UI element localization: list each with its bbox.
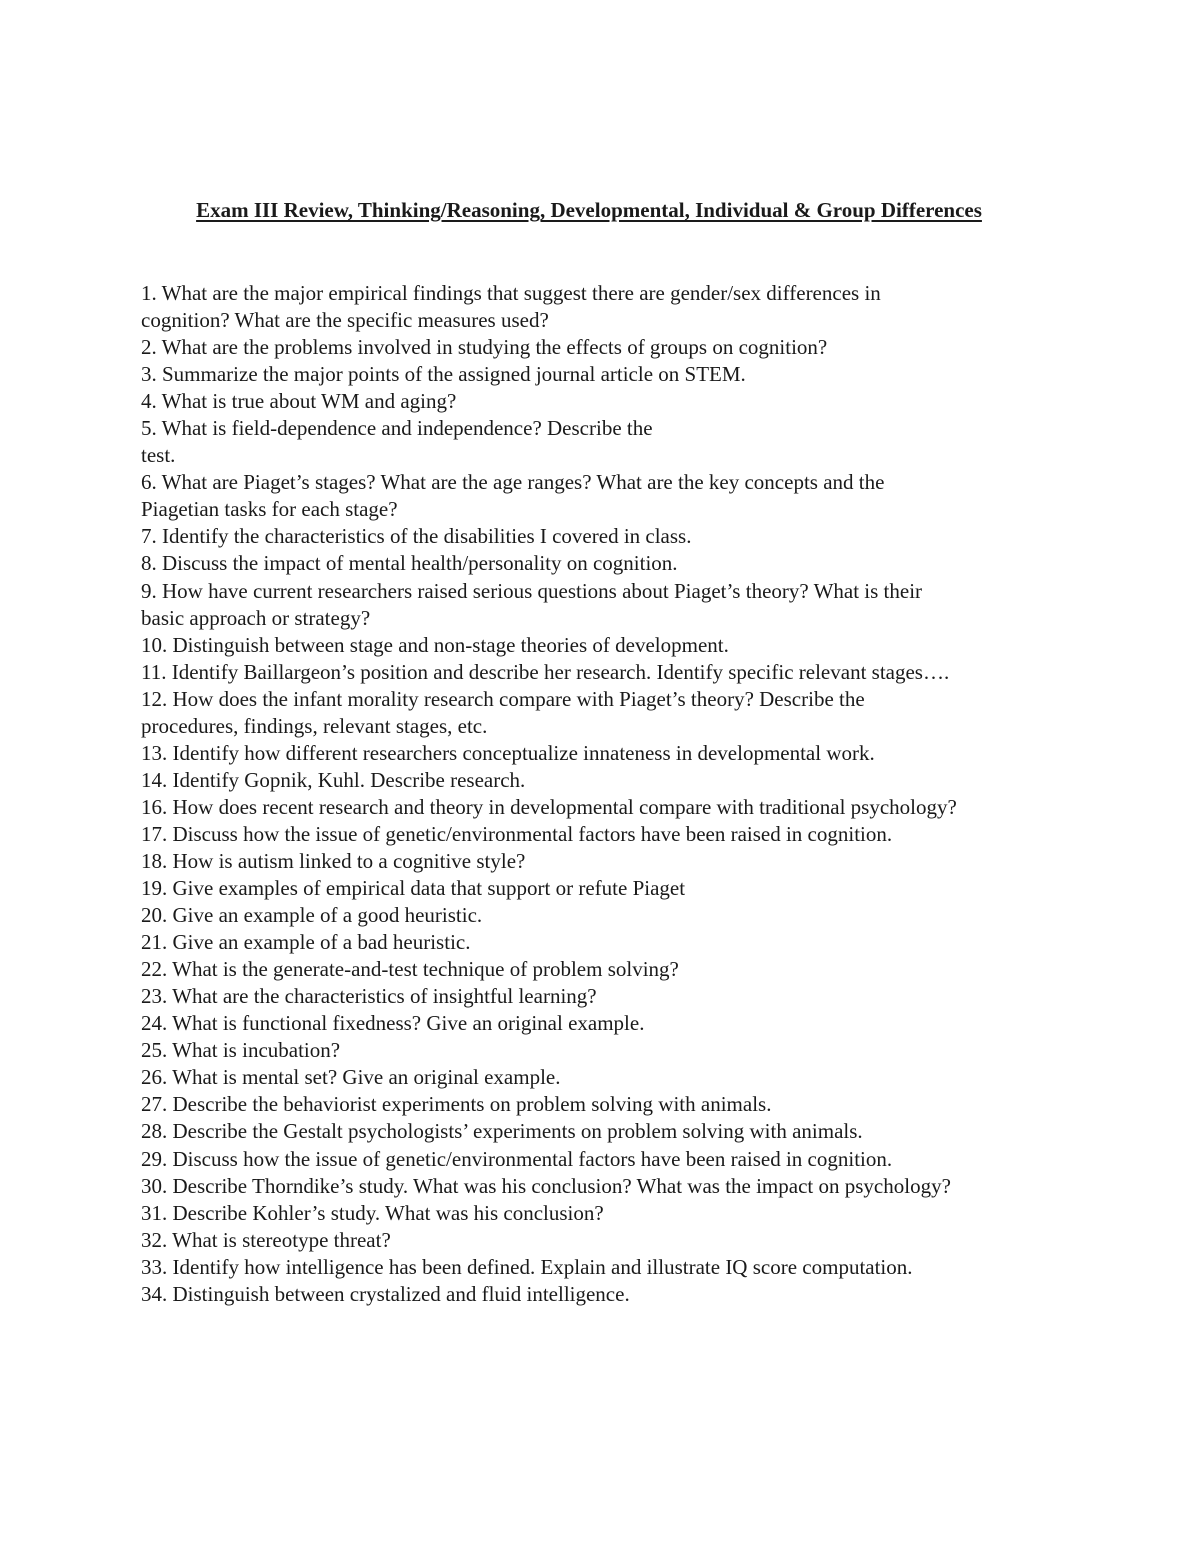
question-item: [141, 1118, 1081, 1145]
question-line: 8. Discuss the impact of mental health/personality on cognition.: [141, 551, 678, 576]
question-item: [141, 550, 1081, 577]
question-item: [141, 875, 1081, 902]
question-line: 27. Describe the behaviorist experiments on problem solving with animals.: [141, 1092, 772, 1117]
question-item: [141, 632, 1081, 659]
question-line: 14. Identify Gopnik, Kuhl. Describe research.: [141, 767, 526, 792]
question-line: 4. What is true about WM and aging?: [141, 389, 457, 414]
question-item: [141, 415, 1081, 469]
question-line: 25. What is incubation?: [141, 1038, 341, 1063]
question-item: [141, 848, 1081, 875]
question-line: 32. What is stereotype threat?: [141, 1227, 391, 1252]
question-item: [141, 1064, 1081, 1091]
question-line: 21. Give an example of a bad heuristic.: [141, 930, 471, 955]
question-line: 1. What are the major empirical findings that suggest there are gender/sex differences in: [141, 281, 881, 305]
question-item: [141, 902, 1081, 929]
question-line: 17. Discuss how the issue of genetic/environmental factors have been raised in cognition.: [141, 821, 893, 846]
question-item: [141, 578, 1081, 632]
question-item: [141, 1227, 1081, 1254]
question-line: test.: [141, 443, 176, 468]
question-item: [141, 686, 1081, 740]
question-item: [141, 929, 1081, 956]
question-line: 6. What are Piaget’s stages? What are the age ranges? What are the key concepts and the: [141, 470, 885, 495]
question-line: 19. Give examples of empirical data that support or refute Piaget: [141, 876, 686, 901]
question-line: 33. Identify how intelligence has been defined. Explain and illustrate IQ score computation.: [141, 1254, 913, 1279]
question-item: [141, 794, 1081, 821]
question-line: 34. Distinguish between crystalized and fluid intelligence.: [141, 1281, 630, 1306]
question-line: 2. What are the problems involved in studying the effects of groups on cognition?: [141, 335, 828, 360]
question-line: 22. What is the generate-and-test technique of problem solving?: [141, 957, 679, 982]
question-item: [141, 523, 1081, 550]
question-line: 18. How is autism linked to a cognitive style?: [141, 848, 526, 873]
question-line: 31. Describe Kohler’s study. What was his conclusion?: [141, 1200, 604, 1225]
question-line: 10. Distinguish between stage and non-stage theories of development.: [141, 632, 729, 657]
question-item: [141, 1200, 1081, 1227]
question-item: [141, 469, 1081, 523]
question-item: [141, 956, 1081, 983]
question-item: [141, 740, 1081, 767]
question-item: [141, 361, 1081, 388]
question-list: [141, 280, 1081, 1308]
question-line: procedures, findings, relevant stages, etc.: [141, 713, 488, 738]
question-line: 12. How does the infant morality research compare with Piaget’s theory? Describe the: [141, 686, 865, 711]
question-item: [141, 1091, 1081, 1118]
question-item: [141, 334, 1081, 361]
question-line: 29. Discuss how the issue of genetic/environmental factors have been raised in cognition.: [141, 1146, 893, 1171]
question-line: 5. What is field-dependence and independence? Describe the: [141, 416, 653, 441]
question-line: 11. Identify Baillargeon’s position and describe her research. Identify specific relevant stages….: [141, 659, 950, 684]
question-line: cognition? What are the specific measures used?: [141, 308, 549, 333]
question-item: [141, 1254, 1081, 1281]
question-line: 9. How have current researchers raised serious questions about Piaget’s theory? What is their: [141, 578, 923, 603]
question-line: 23. What are the characteristics of insightful learning?: [141, 984, 597, 1009]
document-title: Exam III Review, Thinking/Reasoning, Developmental, Individual & Group Differences: [196, 198, 982, 222]
question-line: 7. Identify the characteristics of the disabilities I covered in class.: [141, 524, 692, 549]
question-line: 24. What is functional fixedness? Give an original example.: [141, 1011, 645, 1036]
question-line: 3. Summarize the major points of the assigned journal article on STEM.: [141, 362, 746, 387]
question-item: [141, 1173, 1081, 1200]
question-item: [141, 1037, 1081, 1064]
question-item: [141, 1281, 1081, 1308]
question-item: [141, 388, 1081, 415]
question-line: 28. Describe the Gestalt psychologists’ experiments on problem solving with animals.: [141, 1119, 863, 1144]
question-item: [141, 983, 1081, 1010]
question-line: 26. What is mental set? Give an original example.: [141, 1065, 561, 1090]
question-line: 13. Identify how different researchers conceptualize innateness in developmental work.: [141, 740, 875, 765]
question-item: [141, 821, 1081, 848]
question-item: [141, 659, 1081, 686]
question-line: 16. How does recent research and theory in developmental compare with traditional psychology?: [141, 794, 957, 819]
question-item: [141, 280, 1081, 334]
question-line: 20. Give an example of a good heuristic.: [141, 903, 483, 928]
question-item: [141, 1146, 1081, 1173]
question-line: basic approach or strategy?: [141, 605, 371, 630]
question-line: Piagetian tasks for each stage?: [141, 497, 398, 522]
question-item: [141, 767, 1081, 794]
question-line: 30. Describe Thorndike’s study. What was his conclusion? What was the impact on psychology?: [141, 1173, 951, 1198]
question-item: [141, 1010, 1081, 1037]
